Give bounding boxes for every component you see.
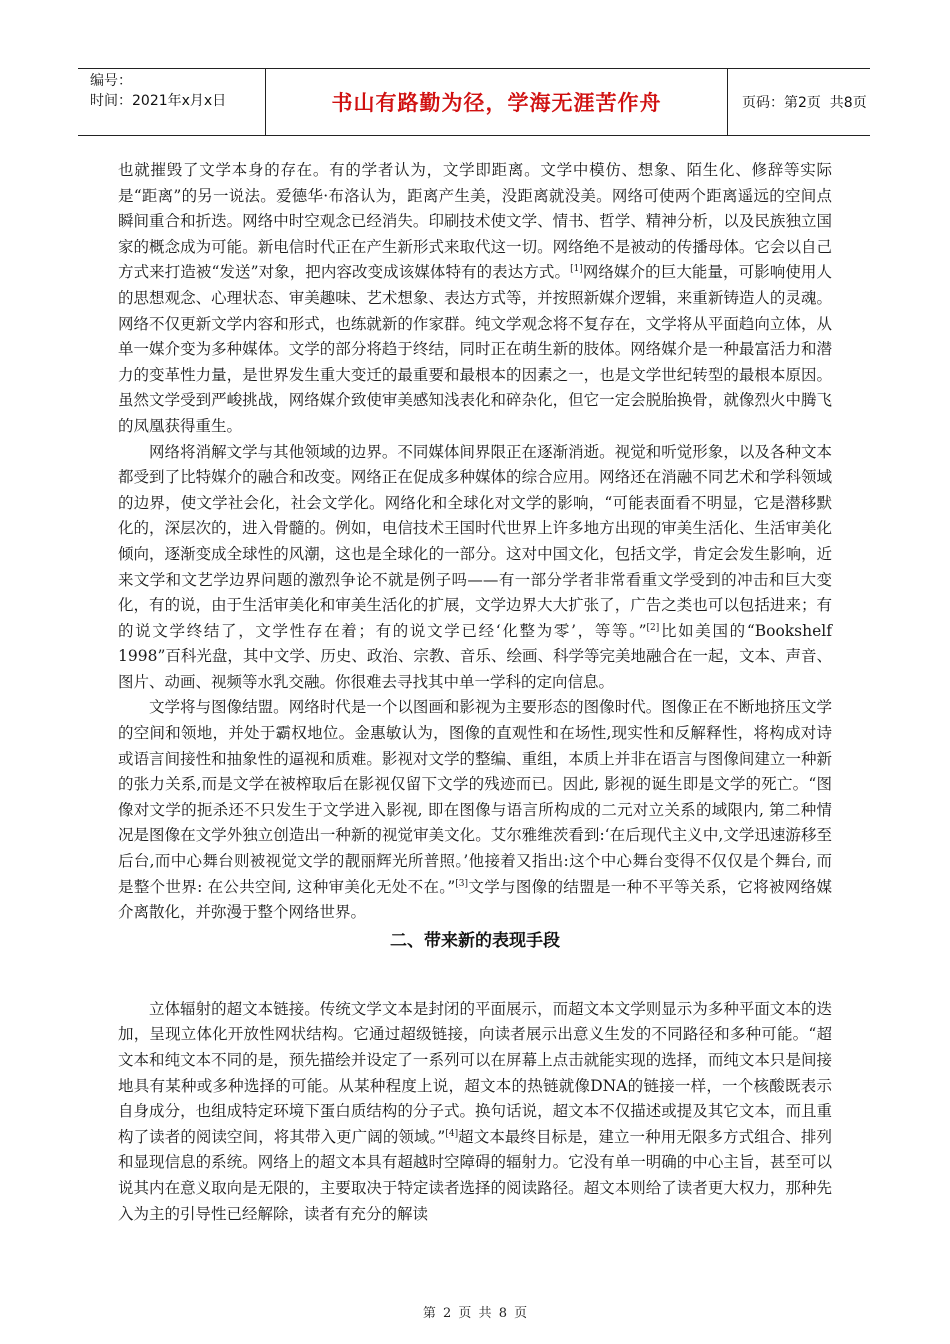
paragraph-1-text-a: 也就摧毁了文学本身的存在。有的学者认为，文学即距离。文学中模仿、想象、陌生化、修辞等实际是“距离”的另一说法。爱德华·布洛认为，距离产生美，没距离就没美。网络可使两个距离遥远的空间点瞬间重合和折迭。网络中时空观念已经消失。印刷技术使文学、情书、哲学、精神分析，以及民族独立国家的概念成为可能。新电信时代正在产生新形式来取代这一切。网络绝不是被动的传播母体。它会以自己方式来打造被“发送”对象，把内容改变成该媒体特有的表达方式。 [118,161,832,282]
paragraph-4-text-a: 立体辐射的超文本链接。传统文学文本是封闭的平面展示，而超文本文学则显示为多种平面文本的迭加，呈现立体化开放性网状结构。它通过超级链接，向读者展示出意义生发的不同路径和多种可能。“超文本和纯文本不同的是，预先描绘并设定了一系列可以在屏幕上点击就能实现的选择，而纯文本只是间接地具有某种或多种选择的可能。从某种程度上说，超文本的热链就像DNA的链接一样，一个核酸既表示自身成分，也组成特定环境下蛋白质结构的分子式。换句话说，超文本不仅描述或提及其它文本，而且重构了读者的阅读空间，将其带入更广阔的领域。” [118,999,832,1146]
document-number-label: 编号： [90,73,132,89]
page-header [78,68,870,136]
document-body [118,158,832,1227]
citation-4: [4] [445,1128,459,1139]
header-meta [78,69,266,135]
paragraph-1 [118,158,832,440]
paragraph-1-text-b: 网络媒介的巨大能量，可影响使用人的思想观念、心理状态、审美趣味、艺术想象、表达方式等，并按照新媒介逻辑，来重新铸造人的灵魂。网络不仅更新文学内容和形式，也练就新的作家群。纯文学观念将不复存在，文学将从平面趋向立体，从单一媒介变为多种媒体。文学的部分将趋于终结，同时正在萌生新的肢体。网络媒介是一种最富活力和潜力的变革性力量，是世界发生重大变迁的最重要和最根本的因素之一，也是文学世纪转型的最根本原因。虽然文学受到严峻挑战，网络媒介致使审美感知浅表化和碎杂化，但它一定会脱胎换骨，就像烈火中腾飞的凤凰获得重生。 [118,263,832,435]
citation-2: [2] [646,622,660,633]
paragraph-2-text-a: 网络将消解文学与其他领域的边界。不同媒体间界限正在逐渐消逝。视觉和听觉形象，以及各种文本都受到了比特媒介的融合和改变。网络正在促成多种媒体的综合应用。网络还在消融不同艺术和学科领域的边界，使文学社会化，社会文学化。网络化和全球化对文学的影响，“可能表面看不明显，它是潜移默化的，深层次的，进入骨髓的。例如，电信技术王国时代世界上许多地方出现的审美生活化、生活审美化倾向，逐渐变成全球性的风潮，这也是全球化的一部分。这对中国文化，包括文学，肯定会发生影响，近来文学和文艺学边界问题的激烈争论不就是例子吗——有一部分学者非常看重文学受到的冲击和巨大变化，有的说，由于生活审美化和审美生活化的扩展，文学边界大大扩张了，广告之类也可以包括进来；有的说文学终结了，文学性存在着；有的说文学已经‘化整为零’，等等。” [118,442,832,640]
paragraph-4 [118,997,832,1227]
paragraph-2 [118,440,832,696]
citation-1: [1] [570,264,583,275]
paragraph-4-text-b: 超文本最终目标是，建立一种用无限多方式组合、排列和显现信息的系统。网络上的超文本具有超越时空障碍的辐射力。它没有单一明确的中心主旨，甚至可以说其内在意义取向是无限的，主要取决于特定读者选择的阅读路径。超文本则给了读者更大权力，那种先入为主的引导性已经解除，读者有充分的解读 [118,1127,832,1223]
paragraph-3-text-a: 文学将与图像结盟。网络时代是一个以图画和影视为主要形态的图像时代。图像正在不断地挤压文学的空间和领地，并处于霸权地位。金惠敏认为，图像的直观性和在场性,现实性和反解释性，将构成对诗或语言间接性和抽象性的逼视和质难。影视对文学的整编、重组，本质上并非在语言与图像间建立一种新的张力关系,而是文学在被榨取后在影视仅留下文学的残迹而已。因此, 影视的诞生即是文学的死亡。“图像对文学的扼杀还不只发生于文学进入影视, 即在图像与语言所构成的二元对立关系的域限内, 第二种情况是图像在文学外独立创造出一种新的视觉审美文化。艾尔雅维茨看到:‘在后现代主义中,文学迅速游移至后台,而中心舞台则被视觉文学的靓丽辉光所普照。’他接着又指出:这个中心舞台变得不仅仅是个舞台, 而是整个世界: 在公共空间, 这种审美化无处不在。” [118,698,832,896]
section-spacer [118,964,832,997]
paragraph-2-text-b: 比如美国的“Bookshelf 1998”百科光盘，其中文学、历史、政治、宗教、音乐、绘画、科学等完美地融合在一起，文本、声音、图片、动画、视频等水乳交融。你很难去寻找其中单一学科的定向信息。 [118,621,832,691]
header-motto: 书山有路勤为径，学海无涯苦作舟 [331,91,662,115]
header-page-label: 页码：第2页 共8页 [742,95,867,111]
paragraph-3 [118,695,832,925]
header-page-cell [728,69,870,135]
section-heading: 二、带来新的表现手段 [390,930,560,951]
header-motto-cell [266,69,728,135]
paragraph-3-text-b: 文学与图像的结盟是一种不平等关系，它将被网络媒介离散化，并弥漫于整个网络世界。 [118,877,832,922]
citation-3: [3] [455,878,469,889]
document-date-label: 时间：2021年x月x日 [90,93,227,109]
page-footer: 第 2 页 共 8 页 [422,1306,528,1321]
